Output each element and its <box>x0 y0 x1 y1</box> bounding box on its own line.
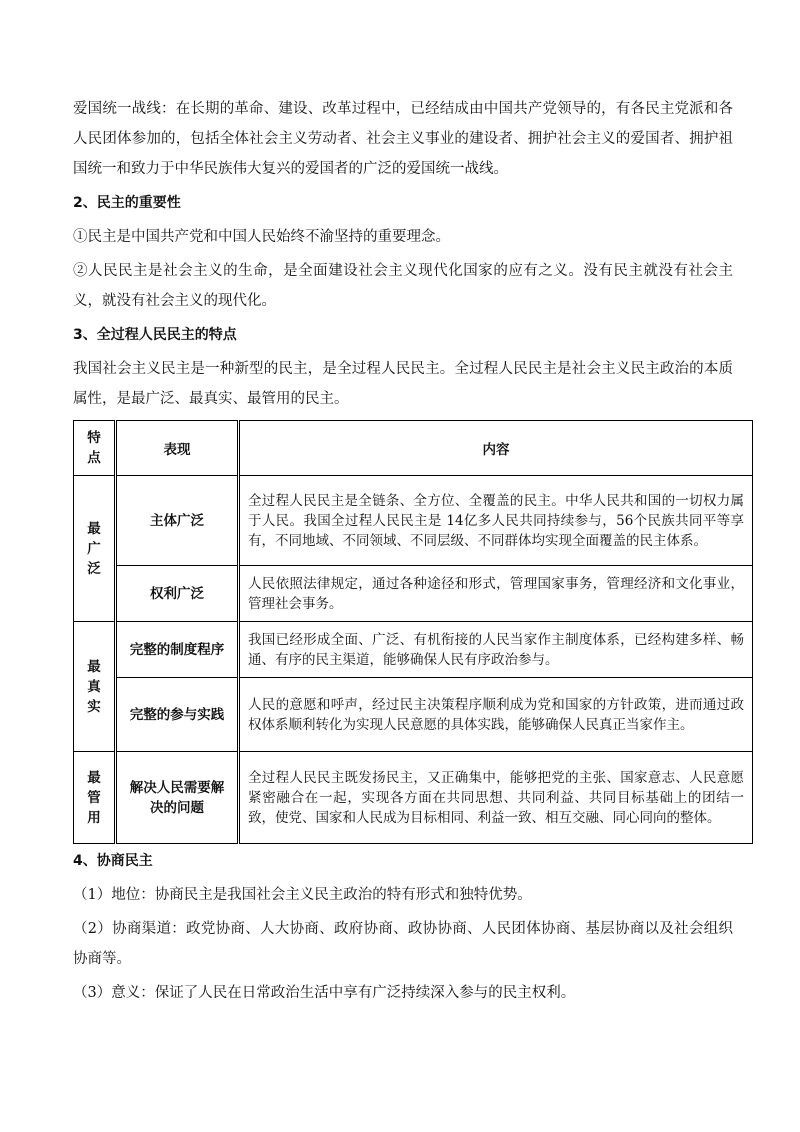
aspect-cell: 解决人民需要解决的问题 <box>116 752 239 844</box>
aspect-cell: 完整的参与实践 <box>116 678 239 752</box>
content-cell: 人民的意愿和呼声，经过民主决策程序顺利成为党和国家的方针政策，进而通过政权体系顺利转化为实现人民意愿的具体实践，能够确保人民真正当家作主。 <box>239 678 753 752</box>
table-row <box>74 678 753 752</box>
table-row <box>74 752 753 844</box>
content-cell: 全过程人民民主是全链条、全方位、全覆盖的民主。中华人民共和国的一切权力属于人民。我国全过程人民民主是 14亿多人民共同持续参与，56个民族共同平等享有，不同地域、不同领域、不同层级、不同群体均实现全面覆盖的民主体系。 <box>239 476 753 566</box>
content-cell: 人民依照法律规定，通过各种途径和形式，管理国家事务，管理经济和文化事业，管理社会事务。 <box>239 566 753 622</box>
section-4-item-2: （2）协商渠道：政党协商、人大协商、政府协商、政协协商、人民团体协商、基层协商以及社会组织协商等。 <box>73 921 733 967</box>
aspect-cell: 完整的制度程序 <box>116 622 239 678</box>
content-cell: 我国已经形成全面、广泛、有机衔接的人民当家作主制度体系，已经构建多样、畅通、有序的民主渠道，能够确保人民有序政治参与。 <box>239 622 753 678</box>
section-4-item-3: （3）意义：保证了人民在日常政治生活中享有广泛持续深入参与的民主权利。 <box>73 985 576 1001</box>
section-2-item-2: ②人民民主是社会主义的生命，是全面建设社会主义现代化国家的应有之义。没有民主就没有社会主义，就没有社会主义的现代化。 <box>73 263 733 309</box>
section-3-heading: 3、全过程人民民主的特点 <box>73 327 237 343</box>
aspect-cell: 权利广泛 <box>116 566 239 622</box>
table-header-row <box>74 421 753 476</box>
content-cell: 全过程人民民主既发扬民主，又正确集中，能够把党的主张、国家意志、人民意愿紧密融合在一起，实现各方面在共同思想、共同利益、共同目标基础上的团结一致，使党、国家和人民成为目标相同、利益一致、相互交融、同心同向的整体。 <box>239 752 753 844</box>
section-2-heading: 2、民主的重要性 <box>73 195 181 211</box>
democracy-features-table <box>73 420 753 844</box>
table-row <box>74 622 753 678</box>
table-row <box>74 476 753 566</box>
section-4-heading: 4、协商民主 <box>73 853 153 869</box>
header-content: 内容 <box>239 421 753 476</box>
header-feature: 特点 <box>74 421 116 476</box>
feature-cell-broadest: 最广泛 <box>74 476 116 622</box>
header-aspect: 表现 <box>116 421 239 476</box>
intro-paragraph: 爱国统一战线：在长期的革命、建设、改革过程中，已经结成由中国共产党领导的，有各民主党派和各人民团体参加的，包括全体社会主义劳动者、社会主义事业的建设者、拥护社会主义的爱国者、拥护祖国统一和致力于中华民族伟大复兴的爱国者的广泛的爱国统一战线。 <box>73 101 733 177</box>
section-4-item-1: （1）地位：协商民主是我国社会主义民主政治的特有形式和独特优势。 <box>73 887 532 903</box>
table-row <box>74 566 753 622</box>
document-page <box>73 94 744 1012</box>
section-2-item-1: ①民主是中国共产党和中国人民始终不渝坚持的重要理念。 <box>73 229 450 245</box>
feature-cell-most-useful: 最管用 <box>74 752 116 844</box>
section-3-paragraph: 我国社会主义民主是一种新型的民主，是全过程人民民主。全过程人民民主是社会主义民主政治的本质属性，是最广泛、最真实、最管用的民主。 <box>73 361 733 407</box>
aspect-cell: 主体广泛 <box>116 476 239 566</box>
feature-cell-most-real: 最真实 <box>74 622 116 752</box>
